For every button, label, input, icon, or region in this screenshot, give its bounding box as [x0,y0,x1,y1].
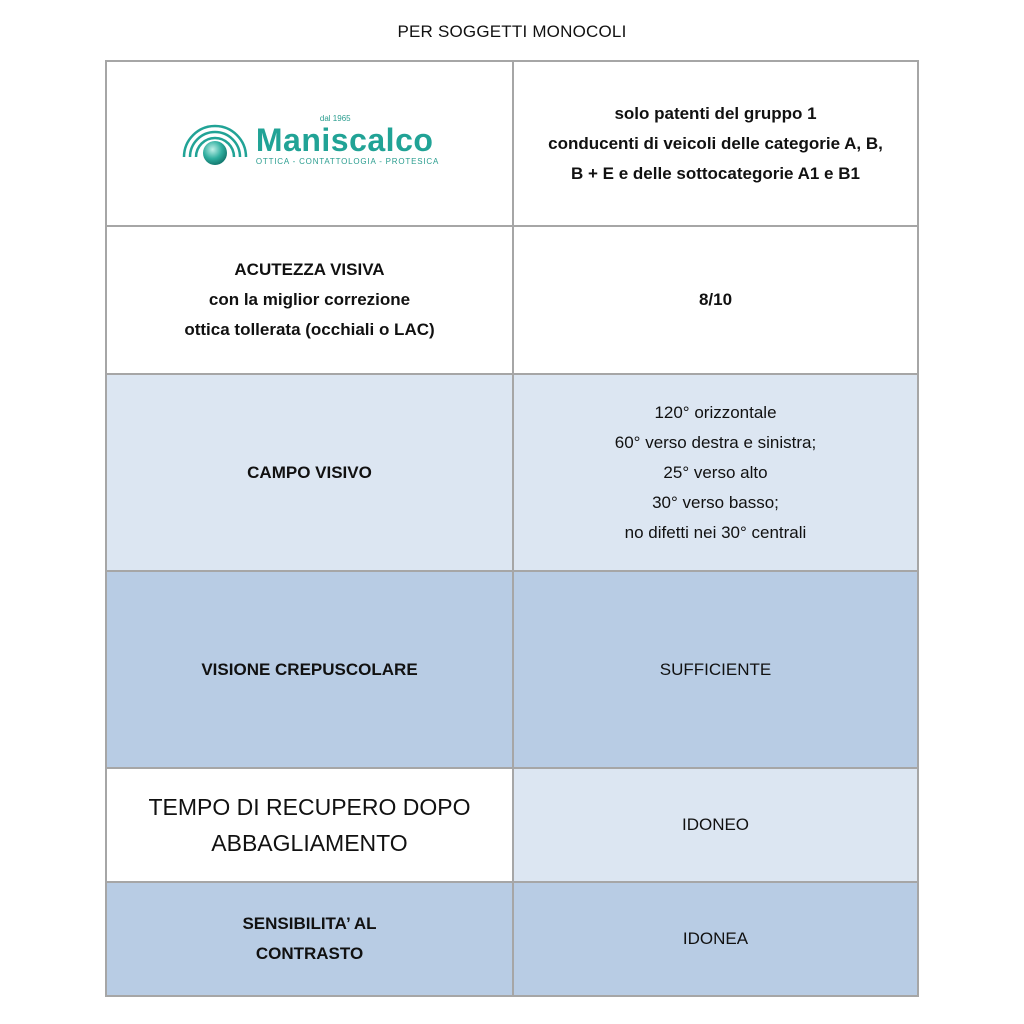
table-row [106,61,918,226]
cell-text: ABBAGLIAMENTO [211,830,408,856]
contrast-sensitivity-label [106,882,513,996]
cell-text: 8/10 [698,290,733,309]
cell-text: ottica tollerata (occhiali o LAC) [184,320,435,339]
cell-text: 60° verso destra e sinistra; [614,432,817,452]
table-row [106,374,918,571]
cell-text: TEMPO DI RECUPERO DOPO [148,794,471,820]
cell-text: IDONEA [682,929,749,948]
logo-cell [106,61,513,226]
cell-text: con la miglior correzione [208,290,411,309]
visual-acuity-label [106,226,513,374]
cell-text: CONTRASTO [255,944,364,963]
logo-tagline: OTTICA - CONTATTOLOGIA - PROTESICA [255,157,440,166]
visual-acuity-value [513,226,918,374]
logo-name: Maniscalco [255,122,434,158]
twilight-vision-value [513,571,918,768]
cell-text: 30° verso basso; [652,492,779,512]
page-title: PER SOGGETTI MONOCOLI [397,22,627,41]
cell-text: no difetti nei 30° centrali [624,522,807,542]
license-group-cell [513,61,918,226]
cell-text: conducenti di veicoli delle categorie A, B, [548,133,883,153]
table-row [106,571,918,768]
cell-text: IDONEO [681,815,750,834]
cell-text: ACUTEZZA VISIVA [234,260,385,279]
cell-text: CAMPO VISIVO [247,462,372,482]
cell-text: 25° verso alto [663,462,768,482]
table-row [106,768,918,882]
twilight-vision-label [106,571,513,768]
cell-text: SENSIBILITA’ AL [242,914,377,933]
visual-field-value [513,374,918,571]
contrast-sensitivity-value [513,882,918,996]
table-row [106,882,918,996]
cell-text: SUFFICIENTE [659,659,772,679]
glare-recovery-label [106,768,513,882]
table-row [106,226,918,374]
requirements-table [105,60,919,997]
cell-text: solo patenti del gruppo 1 [614,103,817,123]
maniscalco-logo [180,115,439,167]
logo-since: dal 1965 [319,114,351,123]
logo-eye-icon [180,115,250,167]
glare-recovery-value [513,768,918,882]
visual-field-label [106,374,513,571]
cell-text: B + E e delle sottocategorie A1 e B1 [571,163,860,183]
cell-text: VISIONE CREPUSCOLARE [201,659,418,679]
cell-text: 120° orizzontale [654,402,777,422]
